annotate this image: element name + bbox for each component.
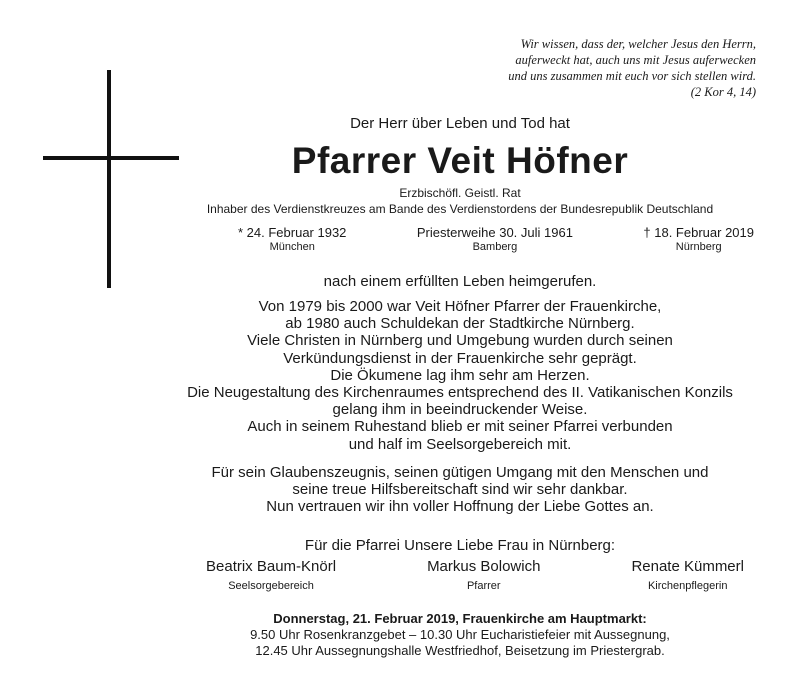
funeral-heading: Donnerstag, 21. Februar 2019, Frauenkirche am Hauptmarkt: <box>273 611 647 626</box>
birth-date <box>238 226 346 254</box>
signer-name: Markus Bolowich <box>427 558 541 575</box>
cross-icon <box>107 70 111 288</box>
death-date <box>643 226 754 254</box>
bio-line: und half im Seelsorgebereich mit. <box>348 435 572 453</box>
ordination-date <box>417 226 573 254</box>
called-home-text: nach einem erfüllten Leben heimgerufen. <box>323 273 597 290</box>
bio-line: ab 1980 auch Schuldekan der Stadtkirche Nürnberg. <box>285 315 635 333</box>
title-line: Erzbischöfl. Geistl. Rat <box>399 186 521 200</box>
signer-name: Beatrix Baum-Knörl <box>206 558 337 575</box>
thanks-line: Für sein Glaubenszeugnis, seinen gütigen Umgang mit den Menschen und <box>211 464 709 481</box>
funeral-line: 12.45 Uhr Aussegnungshalle Westfriedhof, Beisetzung im Priestergrab. <box>255 643 665 658</box>
quote-line: auferweckt hat, auch uns mit Jesus auferwecken <box>515 53 756 67</box>
signer-role: Kirchenpflegerin <box>647 580 728 592</box>
date-text: Priesterweihe 30. Juli 1961 <box>416 225 573 240</box>
signer <box>631 558 744 593</box>
date-place: Bamberg <box>472 241 518 253</box>
title-line: Inhaber des Verdienstkreuzes am Bande des Verdienstordens der Bundesrepublik Deutschland <box>206 202 714 216</box>
bio-line: gelang ihm in beeindruckender Weise. <box>332 401 588 419</box>
bio-line: Auch in seinem Ruhestand blieb er mit seiner Pfarrei verbunden <box>247 418 673 436</box>
dates-row <box>238 226 754 254</box>
thanks-text <box>150 464 770 516</box>
bio-line: Von 1979 bis 2000 war Veit Höfner Pfarrer der Frauenkirche, <box>258 298 662 315</box>
thanks-line: seine treue Hilfsbereitschaft sind wir sehr dankbar. <box>292 481 628 499</box>
funeral-line: 9.50 Uhr Rosenkranzgebet – 10.30 Uhr Eucharistiefeier mit Aussegnung, <box>250 627 670 642</box>
cross-icon-bar <box>43 156 179 160</box>
funeral-info <box>150 611 770 659</box>
quote-reference: (2 Kor 4, 14) <box>690 85 756 99</box>
signer <box>206 558 336 593</box>
signers-row <box>206 558 744 593</box>
date-place: Nürnberg <box>675 241 722 253</box>
quote-line: und uns zusammen mit euch vor sich stellen wird. <box>508 69 756 83</box>
date-text: † 18. Februar 2019 <box>643 225 754 240</box>
bio-line: Die Neugestaltung des Kirchenraumes entsprechend des II. Vatikanischen Konzils <box>187 384 733 402</box>
bio-line: Viele Christen in Nürnberg und Umgebung wurden durch seinen <box>247 332 673 350</box>
biography <box>150 298 770 453</box>
signer-role: Pfarrer <box>466 580 501 592</box>
thanks-line: Nun vertrauen wir ihn voller Hoffnung der Liebe Gottes an. <box>266 498 654 516</box>
intro-text: Der Herr über Leben und Tod hat <box>350 115 570 132</box>
signer-role: Seelsorgebereich <box>228 580 314 592</box>
date-place: München <box>269 241 315 253</box>
bio-line: Verkündungsdienst in der Frauenkirche sehr geprägt. <box>283 349 637 367</box>
deceased-name: Pfarrer Veit Höfner <box>291 140 629 181</box>
signoff-text: Für die Pfarrei Unsere Liebe Frau in Nürnberg: <box>304 537 616 554</box>
signer-name: Renate Kümmerl <box>631 558 744 575</box>
quote-line: Wir wissen, dass der, welcher Jesus den Herrn, <box>520 37 756 51</box>
bible-quote <box>396 36 756 100</box>
signer <box>427 558 540 593</box>
bio-line: Die Ökumene lag ihm sehr am Herzen. <box>330 366 590 384</box>
date-text: * 24. Februar 1932 <box>238 225 347 240</box>
